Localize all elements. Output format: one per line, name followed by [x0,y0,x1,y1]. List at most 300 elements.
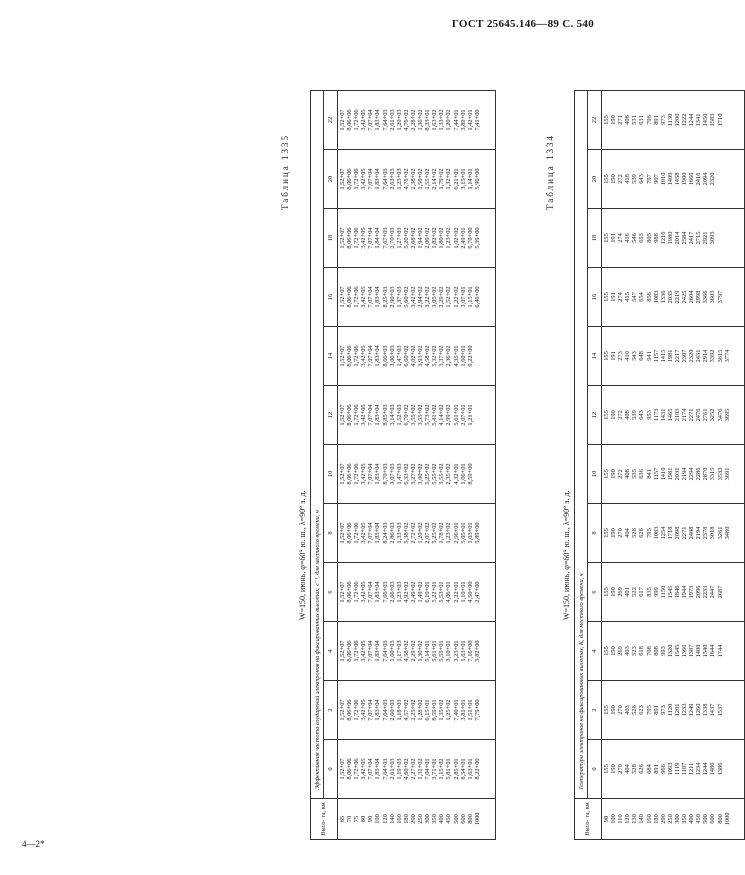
height-value: 80 [360,815,368,823]
cell-value: 2,68+02 [409,227,417,249]
cell-value: 648 [638,351,646,361]
cell-value: 1234 [695,762,703,776]
cell-value: 1,03+01 [466,522,474,544]
cell-value: 1537 [716,703,724,717]
cell-value: 1,83+04 [374,286,382,308]
cell-value: 1,33+03 [395,522,403,544]
cell-value: 1201 [673,703,681,717]
cell-value: 3,07+03 [388,463,396,485]
cell-value: 8,06+06 [346,758,354,780]
cell-value: 1120 [666,703,674,717]
cell-value: 5,55+01 [438,640,446,662]
cell-value: 1900 [681,172,689,186]
cell-value: 3,55+02 [409,404,417,426]
column-header: 10 [324,445,338,504]
cell-value: 539 [631,174,639,184]
height-value: 120 [381,814,389,824]
cell-value: 3,55+02 [417,404,425,426]
cell-value: 7,64+03 [381,758,389,780]
cell-value: 5,55+02 [431,463,439,485]
cell-value [474,386,481,444]
cell-value: 2,35+02 [445,463,453,485]
cell-value: 3252 [709,408,717,422]
cell-value: 2,27+02 [409,758,417,780]
cell-value [724,150,731,208]
cell-value: 5,38+02 [402,522,410,544]
cell-value: 4,92+02 [402,581,410,603]
cell-value: 2,61+03 [388,109,396,131]
cell-value: 190 [610,469,618,479]
cell-value: 7,41+00 [473,109,481,131]
cell-value: 1,83+04 [374,758,382,780]
height-value: 75 [353,815,361,823]
cell-value: 528 [631,528,639,538]
cell-value: 1,84+04 [374,227,382,249]
cell-value: 3,42+05 [360,286,368,308]
cell-value: 1,52+07 [339,168,346,190]
cell-value: 6,15+01 [424,699,432,721]
cell-value: 190 [610,646,618,656]
cell-value: 274 [617,233,625,243]
height-value: 1000 [473,812,481,826]
cell-value: 2031 [673,467,681,481]
cell-value: 8,06+06 [346,581,354,603]
cell-value: 155 [603,292,610,302]
data-column [602,445,745,504]
cell-value: 1,72+06 [353,168,361,190]
height-value: 800 [466,814,474,824]
cell-value: 618 [638,646,646,656]
cell-value: 1,72+06 [353,109,361,131]
cell-value: 795 [645,528,653,538]
cell-value: 5,20+02 [402,227,410,249]
cell-value: 2,25+02 [409,699,417,721]
column-header: 0 [588,740,602,799]
cell-value: 3,42+05 [360,345,368,367]
cell-value: 2,99+02 [445,404,453,426]
cell-value: 1157 [652,467,660,481]
cell-value: 1,72+06 [353,345,361,367]
column-header: 20 [324,150,338,209]
cell-value: 835 [645,587,653,597]
cell-value: 3,42+05 [360,463,368,485]
table-1335 [310,90,496,840]
cell-value: 8,06+06 [346,227,354,249]
cell-value: 1,35+02 [438,699,446,721]
cell-value: 274 [617,292,625,302]
cell-value: 1,50+02 [417,168,425,190]
cell-value: 1,23+02 [445,227,453,249]
cell-value: 1,83+04 [374,404,382,426]
cell-value: 2,38+02 [409,168,417,190]
data-column [602,681,745,740]
cell-value: 190 [610,528,618,538]
cell-value: 3,93+02 [417,345,425,367]
cell-value: 1410 [659,467,667,481]
cell-value: 1,52+02 [445,286,453,308]
cell-value: 3,42+05 [360,109,368,131]
height-value: 600 [709,814,717,824]
cell-value: 5,61+01 [452,404,460,426]
cell-value: 8,59+01 [431,699,439,721]
height-value: 350 [681,814,689,824]
cell-value: 2271 [688,408,696,422]
cell-value: 1,52+07 [339,345,346,367]
cell-value: 1,36+02 [417,109,425,131]
cell-value [717,209,724,267]
cell-value: 626 [638,528,646,538]
height-value: 140 [638,814,646,824]
data-column [338,504,496,563]
height-value: 200 [409,814,417,824]
cell-value: 539 [631,410,639,420]
cell-value: 5,39+00 [473,227,481,249]
cell-value: 4,32+01 [452,463,460,485]
cell-value: 2431 [695,349,703,363]
cell-value: 7,40+01 [452,699,460,721]
cell-value: 1486 [709,762,717,776]
cell-value: 404 [624,764,632,774]
cell-value: 1,83+04 [374,640,382,662]
cell-value: 8,24+03 [381,522,389,544]
cell-value: 3,42+05 [360,758,368,780]
cell-value: 7,07+04 [367,581,375,603]
column-header: 14 [324,327,338,386]
cell-value: 155 [603,115,610,125]
cell-value: 1338 [702,703,710,717]
cell-value: 2217 [673,349,681,363]
cell-value [724,563,731,621]
cell-value: 1,49+02 [417,581,425,603]
cell-value: 1,30+02 [417,640,425,662]
data-column [338,268,496,327]
row-header: Высо- та, км [311,799,338,840]
cell-value: 1,83+04 [374,522,382,544]
cell-value: 8,85+03 [381,404,389,426]
height-value: 130 [631,814,639,824]
cell-value: 1,14+01 [466,168,474,190]
cell-value: 856 [645,292,653,302]
cell-value: 191 [610,351,618,361]
column-header: 8 [324,504,338,563]
cell-value: 1341 [695,113,703,127]
cell-value: 1644 [709,644,717,658]
data-column [602,327,745,386]
cell-value: 2,14+02 [431,168,439,190]
cell-value: 1083 [652,526,660,540]
cell-value: 841 [645,469,653,479]
height-value: 90 [603,815,610,823]
cell-value: 1,28+02 [417,699,425,721]
height-value: 800 [716,814,724,824]
cell-value: 404 [624,528,632,538]
cell-value: 684 [645,764,653,774]
cell-value [474,327,481,385]
cell-value: 8,59+00 [466,463,474,485]
cell-value [724,209,731,267]
cell-value: 1744 [716,644,724,658]
cell-value: 2604 [688,290,696,304]
cell-value: 3,42+02 [409,286,417,308]
cell-value: 1437 [709,703,717,717]
cell-value: 1,52+03 [395,404,403,426]
cell-value: 8,54+01 [459,758,467,780]
cell-value: 7,07+04 [367,227,375,249]
cell-value: 5,22+01 [431,581,439,603]
column-header: 22 [324,91,338,150]
cell-value: 1,22+02 [452,286,460,308]
cell-value: 2,07+02 [424,522,432,544]
cell-value: 3603 [709,290,717,304]
cell-value: 2014 [673,231,681,245]
cell-value: 8,06+06 [346,699,354,721]
cell-value: 1,80+02 [438,227,446,249]
cell-value: 2094 [702,172,710,186]
height-value: 400 [438,814,446,824]
data-column [602,209,745,268]
cell-value: 2,07+01 [459,404,467,426]
cell-value: 1,72+06 [353,581,361,603]
height-value: 200 [659,814,667,824]
cell-value: 401 [624,587,632,597]
cell-value: 7,07+04 [367,522,375,544]
cell-value: 2416 [695,172,703,186]
cell-value: 797 [645,174,653,184]
cell-value: 7,64+03 [381,168,389,190]
cell-value: 3,15+01 [459,168,467,190]
cell-value: 531 [631,115,639,125]
data-column [602,91,745,150]
data-column [602,386,745,445]
cell-value: 1980 [666,231,674,245]
cell-value: 2,66+03 [388,581,396,603]
cell-value: 626 [638,764,646,774]
cell-value: 1,66+01 [459,463,467,485]
cell-value: 2,61+03 [388,758,396,780]
cell-value: 2194 [681,467,689,481]
column-header: 12 [324,386,338,445]
cell-value: 2271 [681,526,689,540]
cell-value: 3,14+03 [388,404,396,426]
cell-value: 1010 [659,172,667,186]
cell-value: 953 [645,410,653,420]
cell-value: 1,52+07 [339,699,346,721]
data-column [602,563,745,622]
data-column [338,445,496,504]
cell-value: 2,94+02 [417,286,425,308]
cell-value: 190 [610,115,618,125]
group-header: Температура электронов на фиксированных высотах, К, для местного времени, ч [575,91,588,799]
height-value: 100 [610,814,618,824]
cell-value: 9,22+00 [466,345,474,367]
cell-value: 1,20+03 [395,109,403,131]
height-value: 450 [695,814,703,824]
height-value: 450 [445,814,453,824]
cell-value: 3,82+00 [473,640,481,662]
table-1334-label: Таблица 1334 [545,134,555,210]
cell-value: 7,44+01 [452,109,460,131]
cell-value: 6,10+01 [424,581,432,603]
cell-value: 155 [603,646,610,656]
height-value: 350 [431,814,439,824]
cell-value: 1,18+03 [395,699,403,721]
cell-value: 1,20+02 [417,522,425,544]
cell-value: 3,06+03 [388,345,396,367]
cell-value: 2417 [688,231,696,245]
cell-value: 408 [624,469,632,479]
cell-value: 3018 [709,526,717,540]
cell-value: 2,72+02 [409,522,417,544]
cell-value: 2307 [681,349,689,363]
cell-value: 3,07+01 [459,286,467,308]
cell-value: 1,02+02 [452,227,460,249]
cell-value: 3,10+01 [445,640,453,662]
cell-value: 271 [617,115,625,125]
cell-value: 3093 [709,231,717,245]
height-value: 110 [617,814,625,824]
cell-value: 7,16+00 [466,640,474,662]
cell-value: 3,23+01 [452,640,460,662]
cell-value: 2,29+02 [438,286,446,308]
cell-value: 270 [617,705,625,715]
cell-value: 410 [624,351,632,361]
cell-value: 3774 [723,349,731,363]
cell-value: 546 [631,233,639,243]
cell-value: 643 [638,410,646,420]
cell-value: 6,46+00 [473,286,481,308]
cell-value: 1,52+07 [339,286,346,308]
height-value: 180 [402,814,410,824]
cell-value: 1,60+03 [388,640,396,662]
cell-value: 2,60+03 [388,699,396,721]
cell-value: 272 [617,174,625,184]
cell-value: 2447 [709,585,717,599]
cell-value: 2,70+03 [388,227,396,249]
cell-value: 4,76+02 [402,109,410,131]
height-value: 300 [673,814,681,824]
cell-value: 2098 [673,526,681,540]
cell-value: 1431 [659,408,667,422]
cell-value: 5,89+00 [473,522,481,544]
cell-value: 1,20+02 [445,109,453,131]
cell-value: 1222 [681,113,689,127]
cell-value: 1,52+07 [339,109,346,131]
cell-value: 631 [638,115,646,125]
cell-value: 270 [617,764,625,774]
cell-value: 1,47+03 [395,463,403,485]
cell-value: 1,21+01 [466,404,474,426]
cell-value: 5,25+02 [431,522,439,544]
cell-value: 7,07+04 [367,286,375,308]
cell-value: 1973 [688,585,696,599]
table-1335-label: Таблица 1335 [280,134,290,210]
cell-value: 2687 [716,585,724,599]
cell-value: 2,86+03 [388,522,396,544]
cell-value: 805 [645,233,653,243]
height-value: 160 [395,814,403,824]
data-column [338,622,496,681]
cell-value: 1,94+02 [417,227,425,249]
cell-value: 8,06+06 [346,463,354,485]
cell-value: 1244 [702,762,710,776]
cell-value: 8,06+06 [346,109,354,131]
cell-value: 1,32+02 [445,168,453,190]
height-value: 180 [652,814,660,824]
cell-value: 941 [645,351,653,361]
cell-value: 8,06+06 [346,286,354,308]
cell-value: 988 [652,233,660,243]
cell-value: 155 [603,528,610,538]
cell-value: 2,28+02 [409,109,417,131]
cell-value: 1,55+02 [424,168,432,190]
cell-value: 1173 [652,408,660,422]
cell-value: 2998 [695,290,703,304]
cell-value: 4,50+00 [466,581,474,603]
cell-value: 528 [631,764,639,774]
height-value: 1000 [723,812,731,826]
cell-value: 3,55+02 [438,463,446,485]
cell-value: 1,33+02 [438,109,446,131]
cell-value: 2,22+01 [452,581,460,603]
cell-value: 4,60+02 [402,758,410,780]
cell-value: 7,04+01 [424,758,432,780]
cell-value: 1130 [666,113,674,127]
page-header: ГОСТ 25645.146—89 С. 540 [451,18,594,30]
table-1334-title: W=150, июнь, φ=60° ю. ш., λ=90° з. д. [562,490,571,620]
cell-value: 623 [638,705,646,715]
cell-value: 3,42+05 [360,168,368,190]
cell-value: 7,07+04 [367,345,375,367]
cell-value: 155 [603,587,610,597]
cell-value: 891 [652,764,660,774]
cell-value: 654 [638,292,646,302]
cell-value: 190 [610,587,618,597]
cell-value: 1450 [702,113,710,127]
cell-value: 3695 [723,408,731,422]
cell-value [474,445,481,503]
cell-value: 8,06+06 [346,345,354,367]
cell-value: 272 [617,469,625,479]
cell-value: 4,35+01 [452,345,460,367]
cell-value: 2,49+02 [409,581,417,603]
cell-value: 3,05+02 [431,286,439,308]
cell-value: 1,60+01 [459,345,467,367]
cell-value: 155 [603,410,610,420]
cell-value: 3,42+05 [360,640,368,662]
cell-value: 1200 [673,113,681,127]
cell-value: 8,66+03 [381,345,389,367]
cell-value: 2320 [688,349,696,363]
group-header: Эффективная частота соударений электронов на фиксированных высотах, с⁻¹, для местного времени, ч [311,91,324,799]
cell-value: 1,23+02 [445,522,453,544]
cell-value: 3,81+01 [459,699,467,721]
cell-value: 155 [603,705,610,715]
cell-value: 1,10+01 [459,581,467,603]
cell-value: 6,70+02 [402,404,410,426]
cell-value: 2,63+03 [388,168,396,190]
cell-value: 7,07+04 [367,168,375,190]
cell-value: 653 [638,233,646,243]
data-column [338,150,496,209]
cell-value: 3,71+01 [431,758,439,780]
cell-value: 1545 [666,585,674,599]
cell-value: 7,64+03 [381,640,389,662]
cell-value [724,91,731,149]
cell-value: 3533 [716,467,724,481]
cell-value: 2,47+00 [473,581,481,603]
cell-value: 7,66+03 [381,581,389,603]
cell-value: 1366 [681,644,689,658]
